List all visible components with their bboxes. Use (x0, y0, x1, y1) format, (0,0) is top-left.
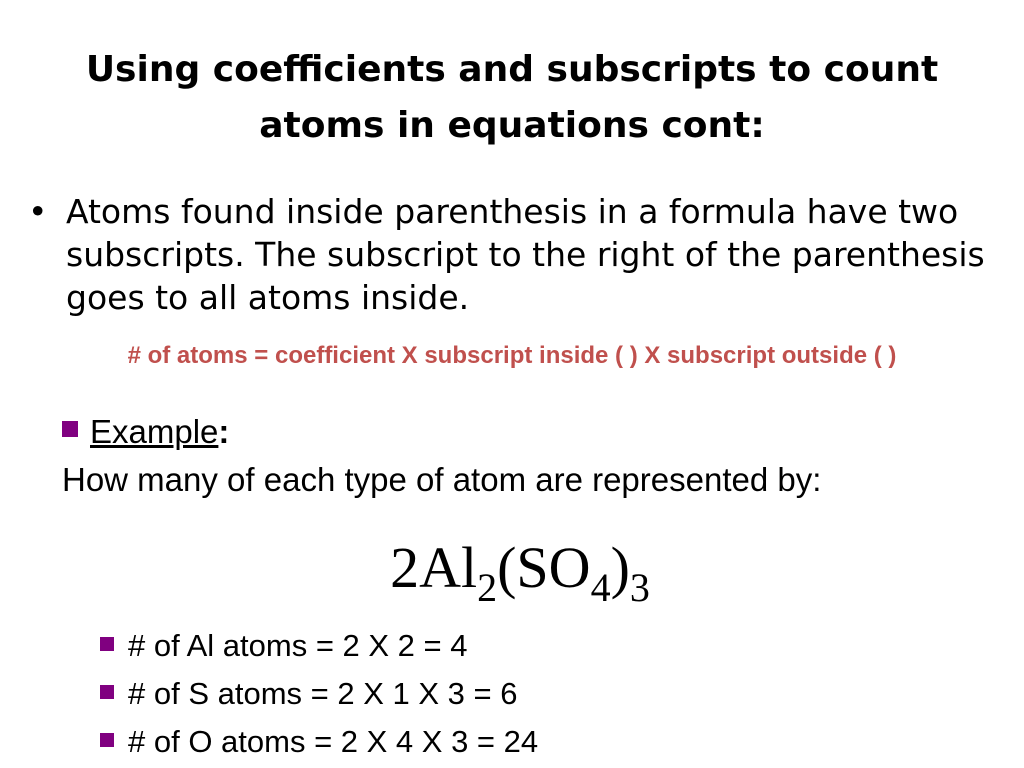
square-bullet-icon (100, 733, 114, 747)
title-line-1: Using coefficients and subscripts to count (85, 49, 939, 90)
answer-text: # of Al atoms = 2 X 2 = 4 (128, 628, 468, 663)
atom-count-rule: # of atoms = coefficient X subscript inside ( ) X subscript outside ( ) (127, 342, 897, 369)
formula-group-open: (SO (497, 535, 591, 600)
example-label: Example (90, 413, 219, 450)
main-bullet-text: Atoms found inside parenthesis in a formula have two subscripts. The subscript to the right of the parenthesis goes to all atoms inside. (66, 192, 985, 317)
answer-text: # of S atoms = 2 X 1 X 3 = 6 (128, 676, 518, 711)
answer-list (100, 622, 538, 766)
example-colon: : (218, 413, 230, 450)
example-question: How many of each type of atom are represented by: (62, 461, 822, 498)
title-line-2: atoms in equations cont: (259, 105, 765, 146)
slide-title (60, 42, 964, 154)
formula-subscript-o: 4 (590, 565, 611, 610)
square-bullet-icon (62, 421, 78, 437)
formula-subscript-al: 2 (477, 565, 498, 610)
bullet-dot-icon: • (28, 192, 48, 231)
chemical-formula (0, 528, 1024, 608)
formula-coefficient: 2 (390, 535, 420, 600)
square-bullet-icon (100, 685, 114, 699)
answer-item (100, 718, 538, 766)
answer-item (100, 670, 538, 718)
formula-subscript-group: 3 (629, 565, 650, 610)
answer-text: # of O atoms = 2 X 4 X 3 = 24 (128, 724, 539, 759)
example-heading (62, 412, 229, 452)
formula-group-close: ) (610, 535, 630, 600)
answer-item (100, 622, 538, 670)
formula-element-al: Al (419, 535, 478, 600)
square-bullet-icon (100, 637, 114, 651)
